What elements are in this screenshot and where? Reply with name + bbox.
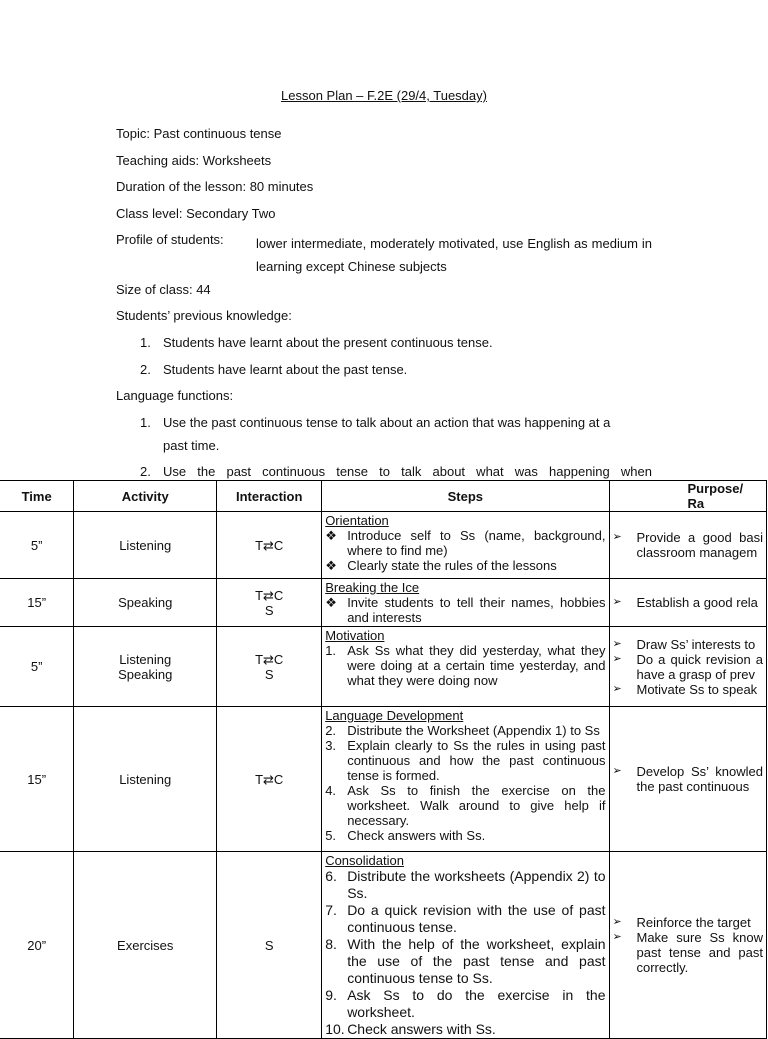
- purpose-item: ➢ Provide a good basi classroom managem: [612, 530, 763, 560]
- purpose-item: ➢ Motivate Ss to speak: [612, 681, 758, 697]
- phase-title: Motivation: [325, 628, 385, 643]
- step-item: 3. Explain clearly to Ss the rules in using past continuous and how the past continuous tense is formed.: [325, 738, 606, 783]
- table-row: [0, 512, 767, 579]
- interaction-cell: S: [217, 852, 322, 1039]
- table-row: [0, 579, 767, 627]
- activity-cell: Exercises: [74, 852, 217, 1039]
- class-level-line: Class level: Secondary Two: [116, 206, 276, 221]
- purpose-item: ➢ Establish a good rela: [612, 595, 758, 610]
- steps-cell: [322, 627, 609, 707]
- header-steps: Steps: [322, 481, 609, 512]
- step-item: 5. Check answers with Ss.: [325, 828, 486, 843]
- duration-line: Duration of the lesson: 80 minutes: [116, 179, 314, 194]
- phase-title: Language Development: [325, 708, 464, 723]
- list-item: 2. Use the past continuous tense to talk about what was happening when: [140, 464, 652, 479]
- profile-label: Profile of students:: [116, 232, 224, 247]
- activity-speaking: Speaking: [118, 666, 173, 682]
- purpose-item: ➢ Reinforce the target: [612, 915, 751, 930]
- purpose-item: ➢ Make sure Ss know past tense and past correctly.: [612, 930, 763, 975]
- profile-text: lower intermediate, moderately motivated, use English as medium in learning except Chinese subjects: [256, 236, 652, 274]
- list-item: 1. Use the past continuous tense to talk about an action that was happening at a: [140, 415, 611, 430]
- steps-cell: [322, 512, 609, 579]
- lesson-plan-title: Lesson Plan – F.2E (29/4, Tuesday): [281, 88, 487, 103]
- header-time: Time: [0, 481, 74, 512]
- header-purpose: Purpose/ Ra: [609, 481, 767, 512]
- list-item: 1. Students have learnt about the present continuous tense.: [140, 335, 493, 350]
- step-item: 8. With the help of the worksheet, explain the use of the past tense and past continuous tense to Ss.: [325, 936, 606, 986]
- table-row: [0, 852, 767, 1039]
- activity-cell: Speaking: [74, 579, 217, 627]
- phase-title: Orientation: [325, 513, 389, 528]
- step-item: 4. Ask Ss to finish the exercise on the worksheet. Walk around to give help if necessary.: [325, 783, 606, 828]
- step-item: 2. Distribute the Worksheet (Appendix 1) to Ss: [325, 723, 600, 738]
- step-item: 9. Ask Ss to do the exercise in the worksheet.: [325, 987, 606, 1020]
- steps-cell: [322, 707, 609, 852]
- purpose-cell: [609, 512, 767, 579]
- time-cell: 5”: [0, 627, 74, 707]
- language-functions-label: Language functions:: [116, 388, 234, 403]
- step-item: 1. Ask Ss what they did yesterday, what they were doing at a certain time yesterday, and what they were doing now: [325, 643, 606, 688]
- step-item: ❖ Invite students to tell their names, hobbies and interests: [325, 595, 606, 625]
- purpose-cell: [609, 579, 767, 627]
- steps-cell: [322, 579, 609, 627]
- class-size-line: Size of class: 44: [116, 282, 211, 297]
- interaction-cell: T⇄C S: [217, 579, 322, 627]
- teaching-aids-line: Teaching aids: Worksheets: [116, 153, 272, 168]
- step-item: 10. Check answers with Ss.: [325, 1021, 496, 1037]
- previous-knowledge-list: [140, 331, 654, 381]
- purpose-item: ➢ Draw Ss’ interests to: [612, 636, 756, 652]
- step-item: ❖ Clearly state the rules of the lessons: [325, 558, 557, 573]
- purpose-cell: [609, 627, 767, 707]
- activity-cell: Listening: [74, 512, 217, 579]
- phase-title: Breaking the Ice: [325, 580, 420, 595]
- phase-title: Consolidation: [325, 853, 404, 868]
- table-row: [0, 707, 767, 852]
- purpose-cell: [609, 852, 767, 1039]
- step-item: 7. Do a quick revision with the use of past continuous tense.: [325, 902, 606, 935]
- activity-cell: Listening: [74, 707, 217, 852]
- header-activity: Activity: [74, 481, 217, 512]
- language-functions-list: [140, 411, 654, 457]
- activity-listening: Listening: [119, 651, 172, 667]
- list-item-continuation: past time.: [163, 438, 220, 453]
- lesson-plan-table: [0, 480, 767, 1039]
- activity-cell: [74, 627, 217, 707]
- topic-line: Topic: Past continuous tense: [116, 126, 282, 141]
- purpose-cell: [609, 707, 767, 852]
- header-interaction: Interaction: [217, 481, 322, 512]
- step-item: 6. Distribute the worksheets (Appendix 2) to Ss.: [325, 868, 606, 901]
- interaction-cell: T⇄C: [217, 512, 322, 579]
- time-cell: 20”: [0, 852, 74, 1039]
- interaction-cell: T⇄C: [217, 707, 322, 852]
- purpose-item: ➢ Develop Ss’ knowled the past continuous: [612, 764, 763, 794]
- previous-knowledge-label: Students’ previous knowledge:: [116, 308, 292, 323]
- time-cell: 15”: [0, 707, 74, 852]
- time-cell: 5”: [0, 512, 74, 579]
- time-cell: 15”: [0, 579, 74, 627]
- interaction-cell: T⇄C S: [217, 627, 322, 707]
- steps-cell: [322, 852, 609, 1039]
- purpose-item: ➢ Do a quick revision a have a grasp of prev: [612, 651, 763, 682]
- table-header-row: [0, 481, 767, 512]
- table-row: [0, 627, 767, 707]
- step-item: ❖ Introduce self to Ss (name, background, where to find me): [325, 528, 606, 558]
- list-item: 2. Students have learnt about the past tense.: [140, 362, 408, 377]
